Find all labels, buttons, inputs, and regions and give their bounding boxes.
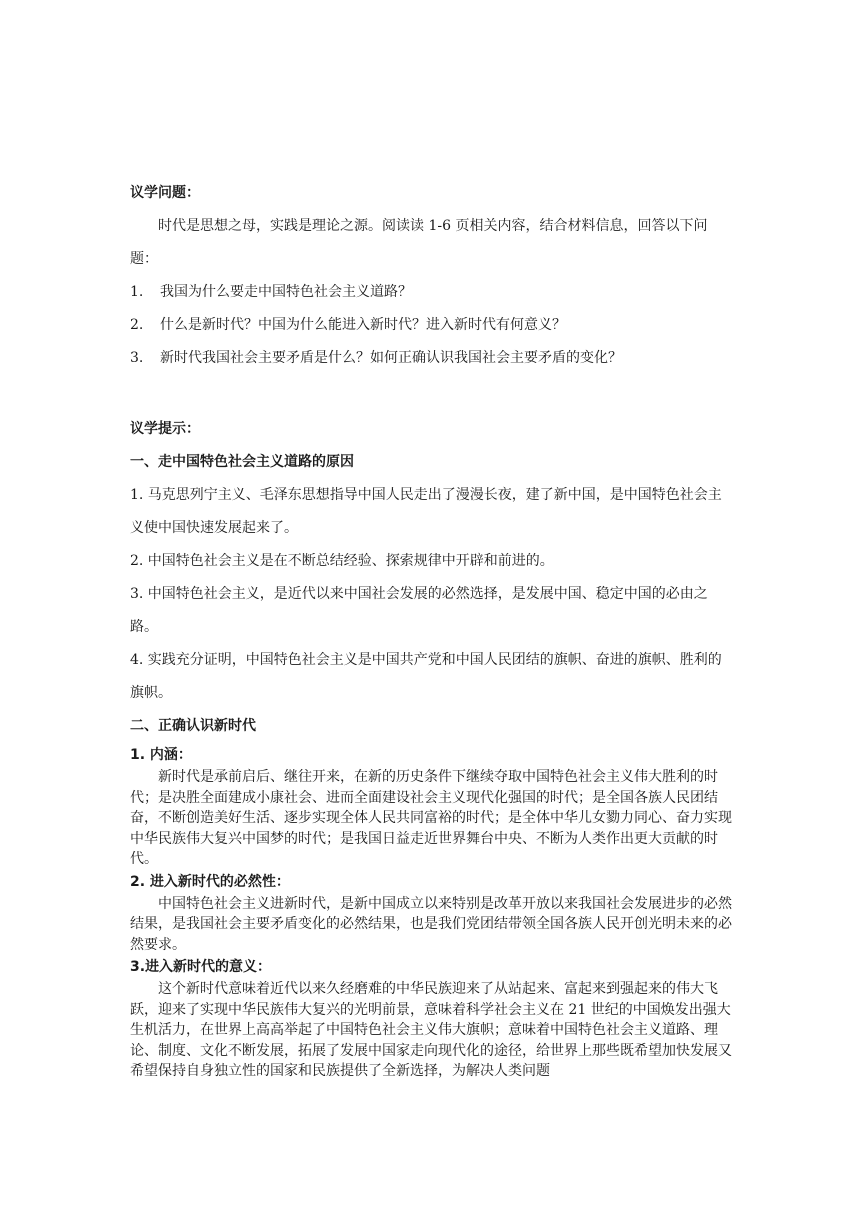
question-item [130,276,735,309]
section-heading-questions: 议学问题： [130,185,200,201]
question-number: 3. [130,350,144,366]
significance-paragraph: 这个新时代意味着近代以来久经磨难的中华民族迎来了从站起来、富起来到强起来的伟大飞跃，迎来了实现中华民族伟大复兴的光明前景，意味着科学社会主义在 21 世纪的中国焕发出强大生机活力，在世界上高高举起了中国特色社会主义伟大旗帜；意味着中国特色社会主义道路、理论、制度、文化不断发展，拓展了发展中国家走向现代化的途径，给世界上那些既希望加快发展又希望保持自身独立性的国家和民族提供了全新选择，为解决人类问题 [130,981,732,1079]
reason-item: 2. 中国特色社会主义是在不断总结经验、探索规律中开辟和前进的。 [130,553,554,569]
question-item [130,342,735,375]
intro-paragraph: 时代是思想之母，实践是理论之源。阅读读 1-6 页相关内容，结合材料信息，回答以下问题： [130,218,708,267]
connotation-paragraph: 新时代是承前启后、继往开来，在新的历史条件下继续夺取中国特色社会主义伟大胜利的时代；是决胜全面建成小康社会、进而全面建设社会主义现代化强国的时代；是全国各族人民团结奋，不断创造美好生活、逐步实现全体人民共同富裕的时代；是全体中华儿女勠力同心、奋力实现中华民族伟大复兴中国梦的时代；是我国日益走近世界舞台中央、不断为人类作出更大贡献的时代。 [130,769,732,867]
part-title-new-era: 二、正确认识新时代 [130,718,256,734]
question-text: 新时代我国社会主要矛盾是什么？如何正确认识我国社会主要矛盾的变化？ [160,350,622,366]
necessity-paragraph: 中国特色社会主义进新时代，是新中国成立以来特别是改革开放以来我国社会发展进步的必然结果，是我国社会主要矛盾变化的必然结果，也是我们党团结带领全国各族人民开创光明未来的必然要求。 [130,895,732,953]
question-text: 什么是新时代？中国为什么能进入新时代？进入新时代有何意义？ [160,317,566,333]
spacer [130,375,735,413]
subheading-necessity: 2. 进入新时代的必然性： [130,873,290,890]
reason-item: 1. 马克思列宁主义、毛泽东思想指导中国人民走出了漫漫长夜，建了新中国，是中国特色社会主义使中国快速发展起来了。 [130,487,722,536]
part-title-road: 一、走中国特色社会主义道路的原因 [130,454,354,470]
subheading-connotation: 1. 内涵： [130,747,192,763]
reason-item: 3. 中国特色社会主义，是近代以来中国社会发展的必然选择，是发展中国、稳定中国的必由之路。 [130,586,708,635]
section-heading-hints: 议学提示： [130,421,200,437]
question-number: 2. [130,317,144,333]
subheading-significance: 3.进入新时代的意义： [130,959,272,975]
document-body [130,177,735,1082]
question-number: 1. [130,284,144,300]
question-text: 我国为什么要走中国特色社会主义道路？ [160,284,412,300]
question-item [130,309,735,342]
reason-item: 4. 实践充分证明，中国特色社会主义是中国共产党和中国人民团结的旗帜、奋进的旗帜、胜利的旗帜。 [130,652,722,701]
